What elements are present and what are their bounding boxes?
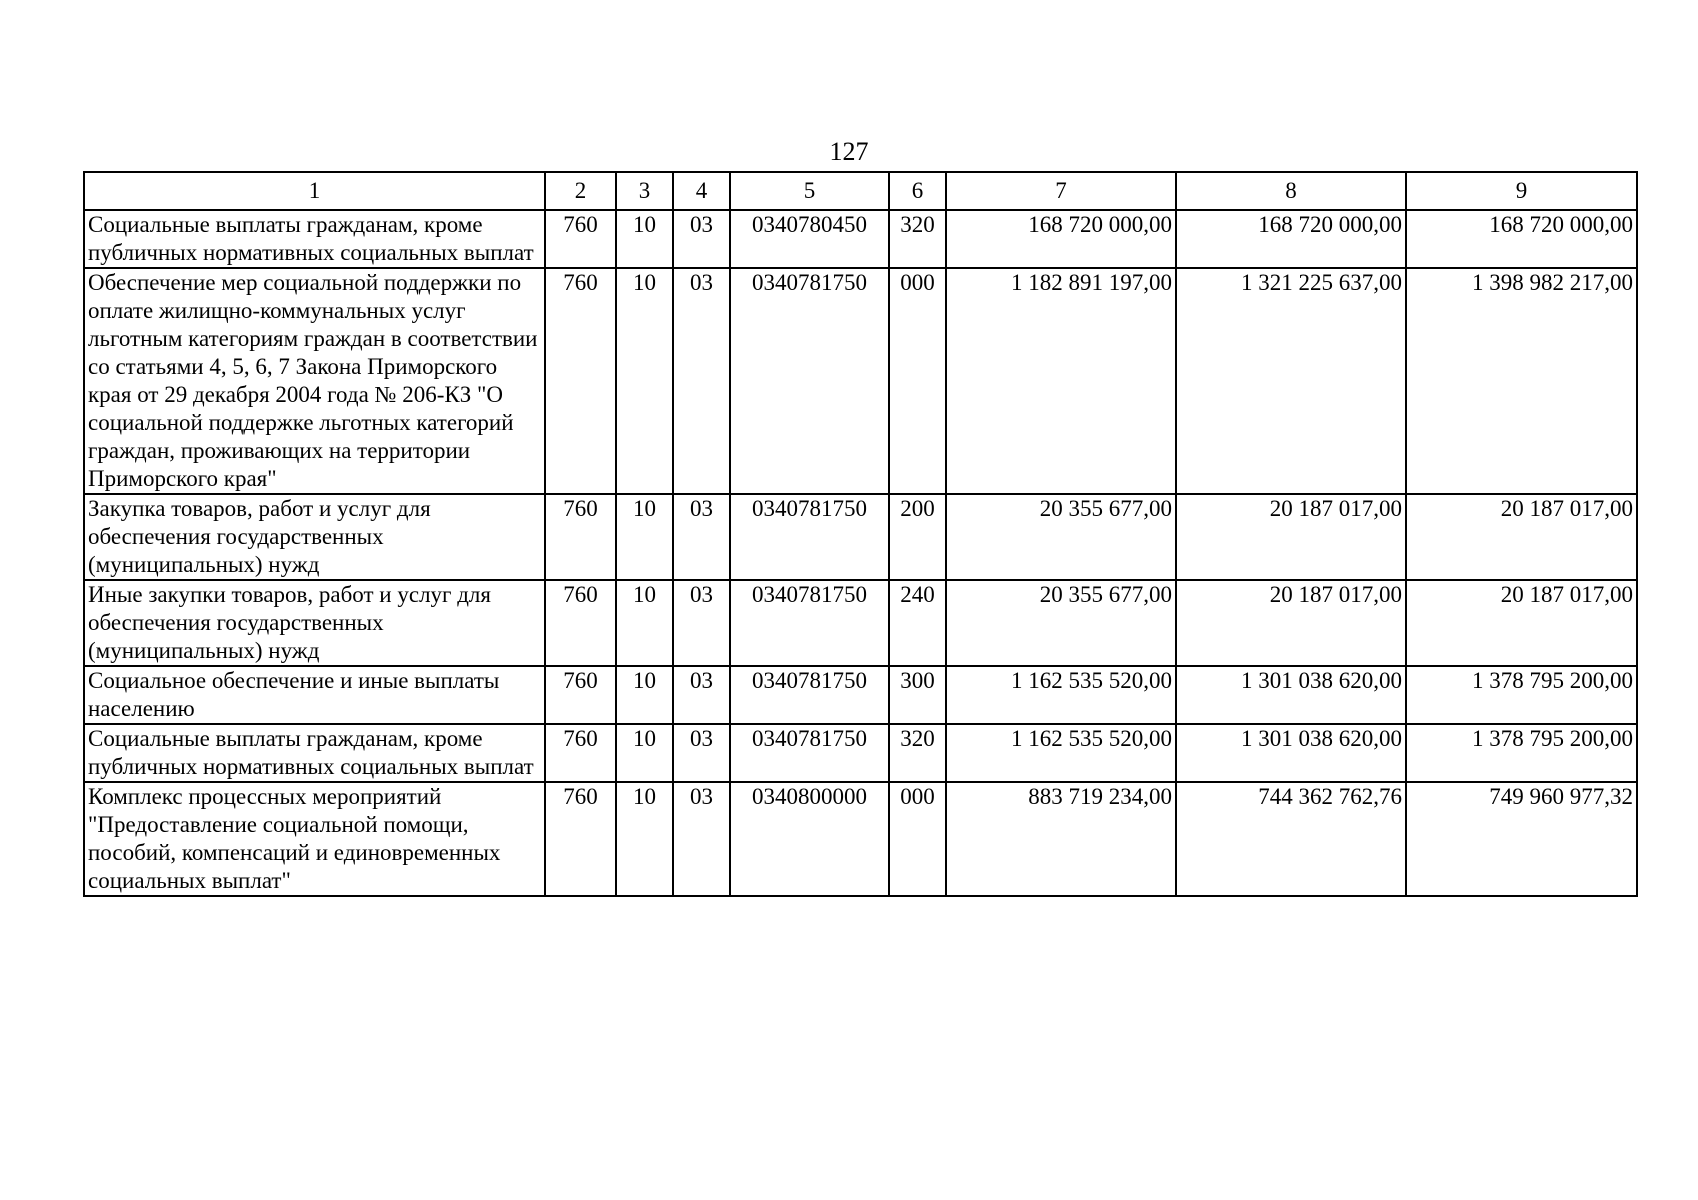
section-code: 10 [616, 666, 673, 724]
expense-type-code: 320 [889, 724, 946, 782]
ministry-code: 760 [545, 268, 616, 494]
table-row [84, 724, 1637, 782]
table-row [84, 210, 1637, 268]
target-article-code: 0340781750 [730, 580, 889, 666]
amount-col9: 20 187 017,00 [1406, 580, 1637, 666]
target-article-code: 0340781750 [730, 494, 889, 580]
column-header: 7 [946, 172, 1176, 210]
expense-type-code: 000 [889, 782, 946, 896]
column-header: 5 [730, 172, 889, 210]
row-name: Социальные выплаты гражданам, кроме публичных нормативных социальных выплат [84, 724, 545, 782]
section-code: 10 [616, 494, 673, 580]
amount-col9: 20 187 017,00 [1406, 494, 1637, 580]
subsection-code: 03 [673, 666, 730, 724]
column-header: 3 [616, 172, 673, 210]
section-code: 10 [616, 782, 673, 896]
subsection-code: 03 [673, 268, 730, 494]
target-article-code: 0340781750 [730, 666, 889, 724]
ministry-code: 760 [545, 666, 616, 724]
amount-col8: 1 321 225 637,00 [1176, 268, 1406, 494]
column-header: 1 [84, 172, 545, 210]
column-header: 8 [1176, 172, 1406, 210]
amount-col9: 749 960 977,32 [1406, 782, 1637, 896]
row-name: Комплекс процессных мероприятий "Предоставление социальной помощи, пособий, компенсаций и единовременных социальных выплат" [84, 782, 545, 896]
ministry-code: 760 [545, 210, 616, 268]
table-row [84, 580, 1637, 666]
amount-col7: 20 355 677,00 [946, 580, 1176, 666]
amount-col7: 20 355 677,00 [946, 494, 1176, 580]
expense-type-code: 240 [889, 580, 946, 666]
table-row [84, 666, 1637, 724]
ministry-code: 760 [545, 580, 616, 666]
subsection-code: 03 [673, 782, 730, 896]
amount-col7: 1 162 535 520,00 [946, 666, 1176, 724]
subsection-code: 03 [673, 724, 730, 782]
row-name: Социальные выплаты гражданам, кроме публичных нормативных социальных выплат [84, 210, 545, 268]
target-article-code: 0340780450 [730, 210, 889, 268]
amount-col9: 1 398 982 217,00 [1406, 268, 1637, 494]
target-article-code: 0340800000 [730, 782, 889, 896]
amount-col7: 168 720 000,00 [946, 210, 1176, 268]
ministry-code: 760 [545, 724, 616, 782]
target-article-code: 0340781750 [730, 268, 889, 494]
expense-type-code: 300 [889, 666, 946, 724]
page-number: 127 [829, 137, 869, 166]
amount-col9: 1 378 795 200,00 [1406, 724, 1637, 782]
section-code: 10 [616, 580, 673, 666]
expense-type-code: 200 [889, 494, 946, 580]
column-header: 2 [545, 172, 616, 210]
amount-col8: 20 187 017,00 [1176, 494, 1406, 580]
subsection-code: 03 [673, 494, 730, 580]
amount-col7: 883 719 234,00 [946, 782, 1176, 896]
budget-table [83, 171, 1638, 897]
row-name: Закупка товаров, работ и услуг для обеспечения государственных (муниципальных) нужд [84, 494, 545, 580]
section-code: 10 [616, 724, 673, 782]
expense-type-code: 000 [889, 268, 946, 494]
table-row [84, 782, 1637, 896]
amount-col9: 1 378 795 200,00 [1406, 666, 1637, 724]
amount-col8: 1 301 038 620,00 [1176, 724, 1406, 782]
column-header: 4 [673, 172, 730, 210]
amount-col8: 168 720 000,00 [1176, 210, 1406, 268]
column-header: 9 [1406, 172, 1637, 210]
section-code: 10 [616, 268, 673, 494]
table-row [84, 268, 1637, 494]
header-row [84, 172, 1637, 210]
amount-col9: 168 720 000,00 [1406, 210, 1637, 268]
ministry-code: 760 [545, 782, 616, 896]
amount-col7: 1 182 891 197,00 [946, 268, 1176, 494]
subsection-code: 03 [673, 210, 730, 268]
row-name: Иные закупки товаров, работ и услуг для обеспечения государственных (муниципальных) нужд [84, 580, 545, 666]
target-article-code: 0340781750 [730, 724, 889, 782]
column-header: 6 [889, 172, 946, 210]
amount-col8: 744 362 762,76 [1176, 782, 1406, 896]
amount-col7: 1 162 535 520,00 [946, 724, 1176, 782]
amount-col8: 1 301 038 620,00 [1176, 666, 1406, 724]
row-name: Обеспечение мер социальной поддержки по оплате жилищно-коммунальных услуг льготным категориям граждан в соответствии со статьями 4, 5, 6, 7 Закона Приморского края от 29 декабря 2004 года № 206-КЗ "О социальной поддержке льготных категорий граждан, проживающих на территории Приморского края" [84, 268, 545, 494]
table-row [84, 494, 1637, 580]
subsection-code: 03 [673, 580, 730, 666]
expense-type-code: 320 [889, 210, 946, 268]
amount-col8: 20 187 017,00 [1176, 580, 1406, 666]
row-name: Социальное обеспечение и иные выплаты населению [84, 666, 545, 724]
ministry-code: 760 [545, 494, 616, 580]
section-code: 10 [616, 210, 673, 268]
